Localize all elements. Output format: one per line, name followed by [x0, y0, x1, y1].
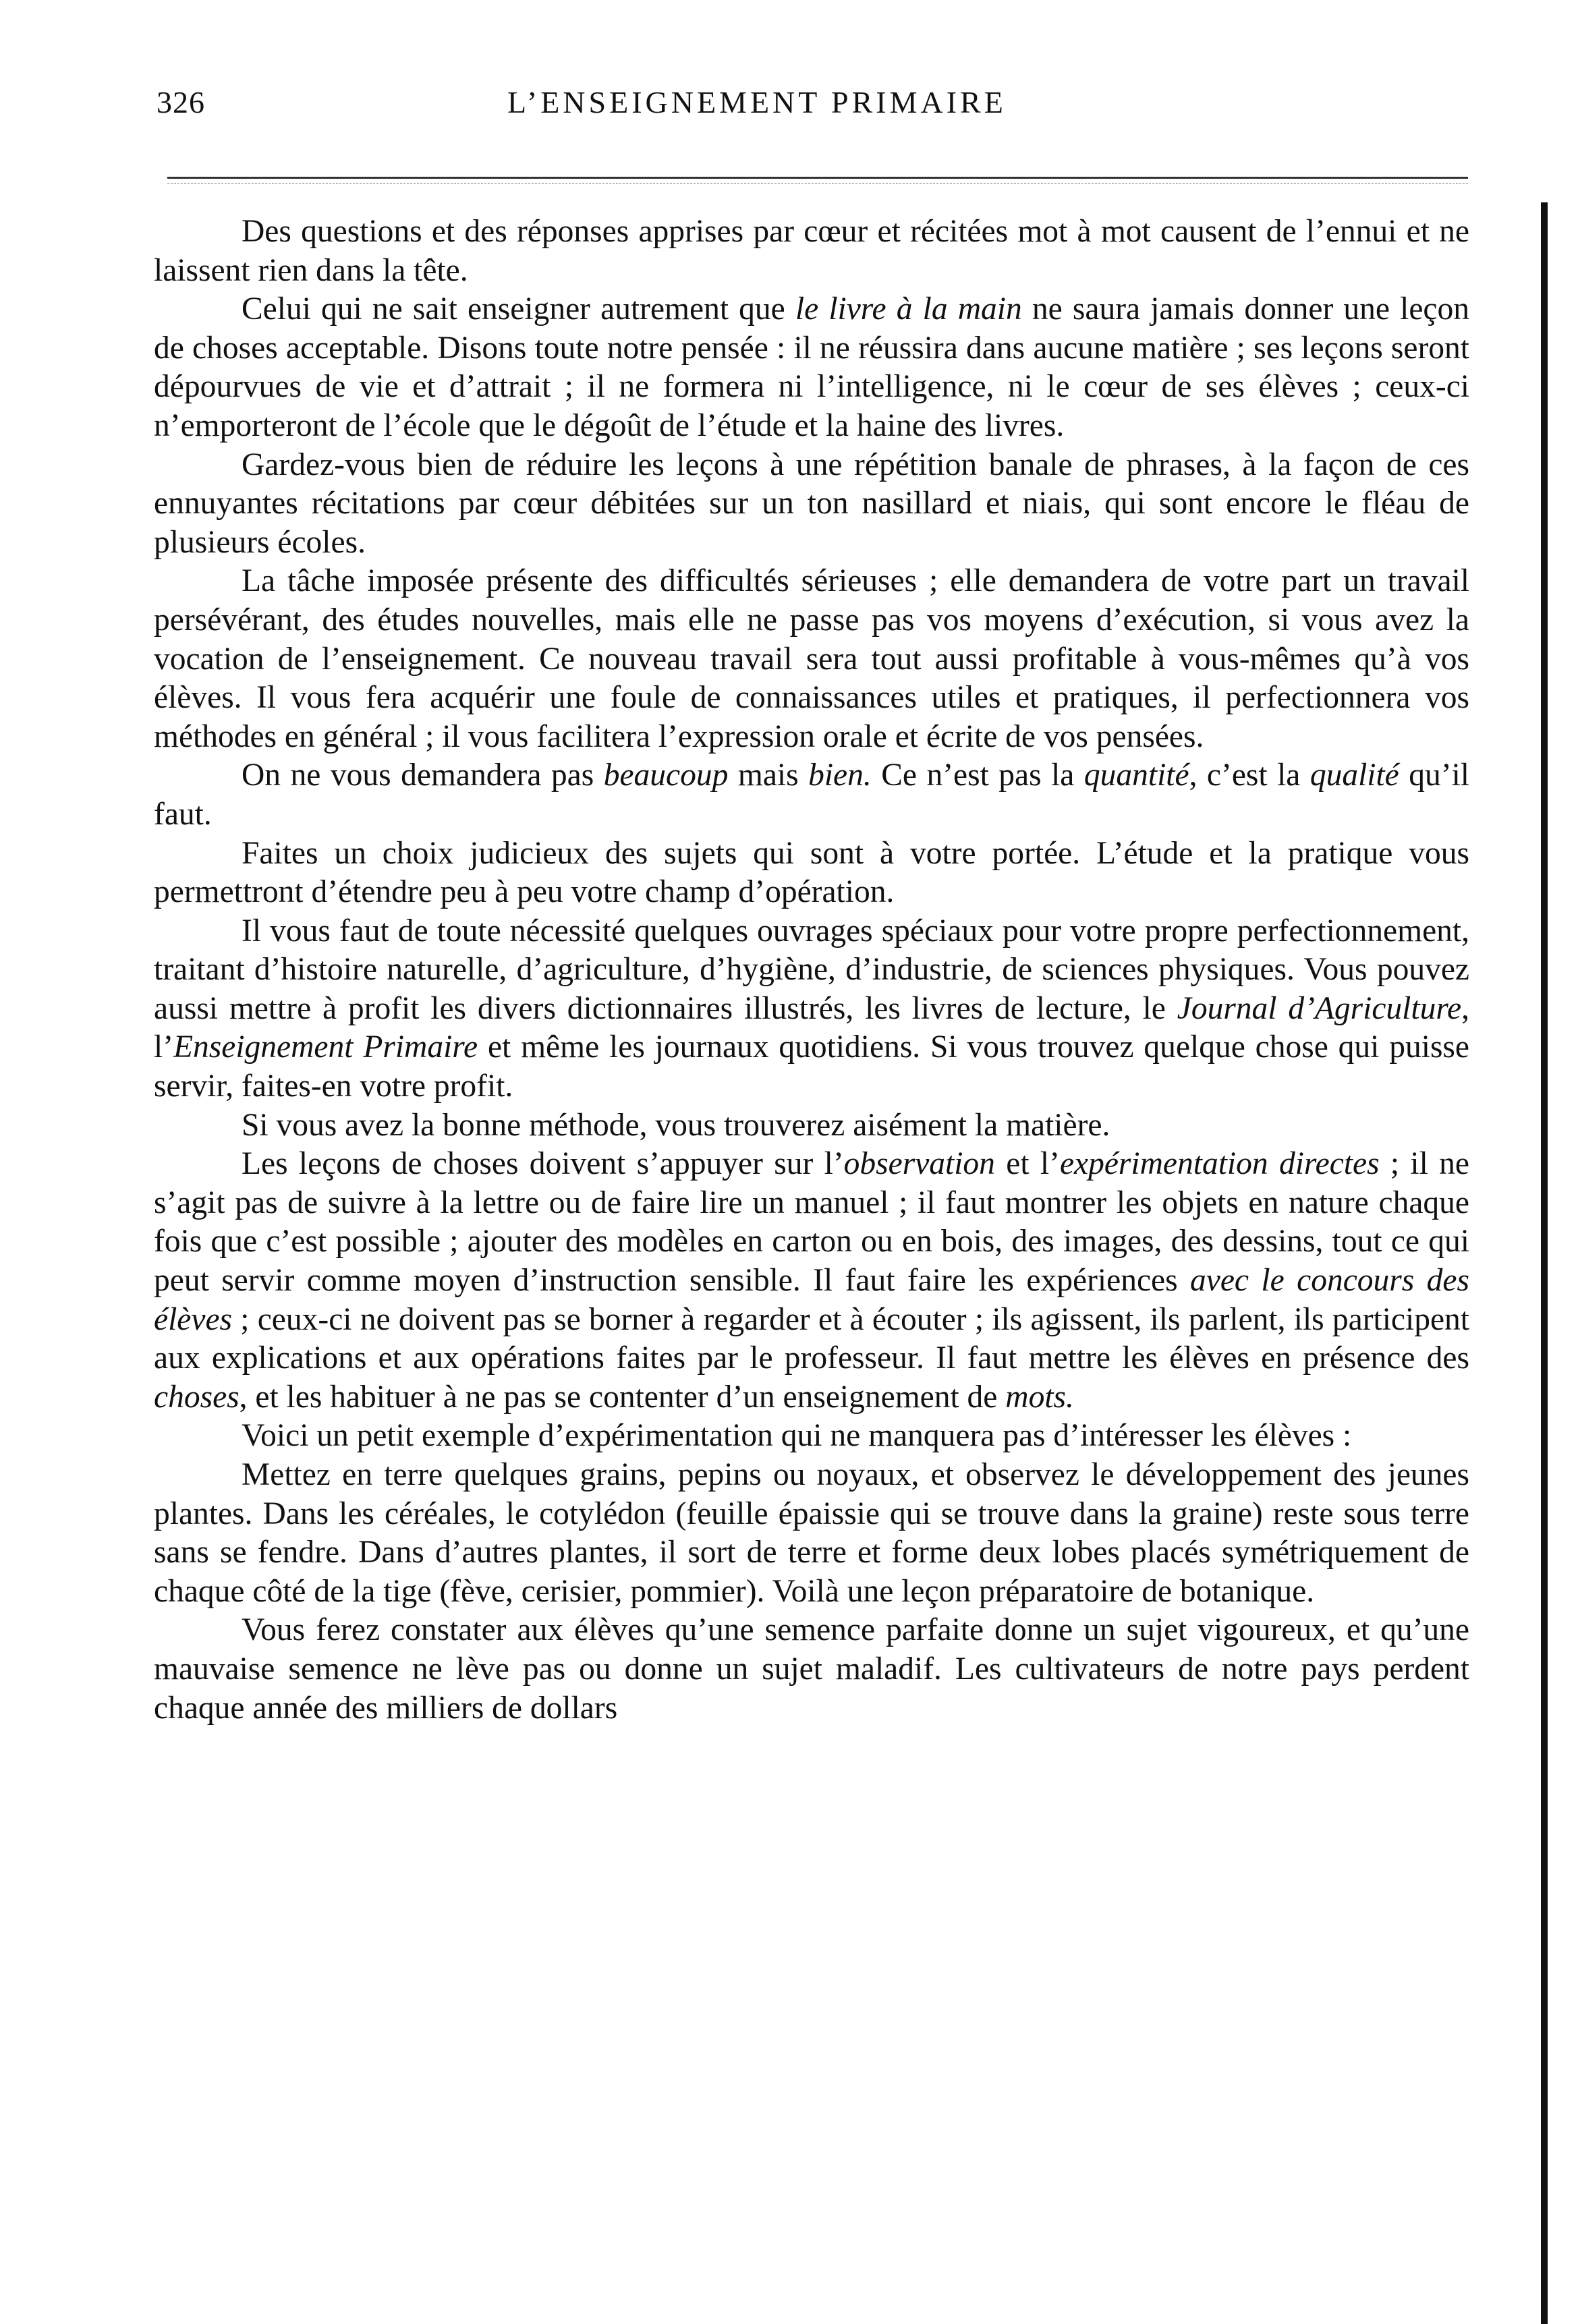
body-text	[154, 212, 1469, 1728]
text-run: Ce n’est pas la	[871, 758, 1084, 793]
running-title: L’ENSEIGNEMENT PRIMAIRE	[507, 85, 1007, 119]
text-run: et même les journaux quotidiens. Si vous trouvez quelque chose qui puisse servir, faites-en votre profit.	[154, 1029, 1469, 1104]
text-run: On ne vous demandera pas	[242, 758, 604, 793]
paragraph	[154, 1456, 1469, 1611]
text-run: mais	[728, 758, 809, 793]
text-run: Voici un petit exemple d’expérimentation qui ne manquera pas d’intéresser les élèves :	[242, 1418, 1352, 1454]
italic-text: Journal d’Agriculture	[1177, 990, 1462, 1026]
paragraph	[154, 1417, 1469, 1456]
text-run: Faites un choix judicieux des sujets qui sont à votre portée. L’étude et la pratique vous permettront d’étendre peu à peu votre champ d’opération.	[154, 835, 1469, 910]
italic-text: expérimentation directes	[1059, 1146, 1380, 1182]
paragraph	[154, 1145, 1469, 1417]
paragraph	[154, 446, 1469, 563]
text-run: , c’est la	[1189, 758, 1310, 793]
paragraph	[154, 562, 1469, 756]
italic-text: Enseignement Primaire	[173, 1029, 478, 1065]
text-run: Les leçons de choses doivent s’appuyer sur l’	[242, 1146, 844, 1182]
text-run: ; il ne s’agit pas de suivre à la lettre ou de faire lire un manuel ; il faut montrer les objets en nature chaque fois que c’est possible ; ajouter des modèles en carton ou en bois, des images, des dessins, tout ce qui peut servir comme moyen d’instruction sensible. Il faut faire les expériences	[154, 1146, 1470, 1299]
paragraph	[154, 756, 1469, 834]
page-edge-shadow	[1541, 202, 1548, 2324]
italic-text: choses	[154, 1379, 239, 1415]
header-rule	[167, 177, 1468, 179]
paragraph	[154, 290, 1469, 445]
header-rule-secondary	[167, 183, 1468, 184]
italic-text: le livre à la main	[795, 291, 1022, 327]
italic-text: avec le concours des élèves	[154, 1263, 1469, 1337]
italic-text: qualité	[1309, 758, 1399, 793]
italic-text: quantité	[1083, 758, 1189, 793]
text-run: Mettez en terre quelques grains, pepins ou noyaux, et observez le développement des jeunes plantes. Dans les céréales, le cotylédon (feuille épaissie qui se trouve dans la graine) reste sous terre sans se fendre. Dans d’autres plantes, il sort de terre et forme deux lobes placés symétriquement de chaque côté de la tige (fève, cerisier, pommier). Voilà une leçon préparatoire de botanique.	[154, 1457, 1469, 1609]
text-run: , l’	[154, 990, 1470, 1065]
text-run: La tâche imposée présente des difficultés sérieuses ; elle demandera de votre part un travail persévérant, des études nouvelles, mais elle ne passe pas vos moyens d’exécution, si vous avez la vocation de l’enseignement. Ce nouveau travail sera tout aussi profitable à vous-mêmes qu’à vos élèves. Il vous fera acquérir une foule de connaissances utiles et pratiques, il perfectionnera vos méthodes en général ; il vous facilitera l’expression orale et écrite de vos pensées.	[154, 563, 1469, 754]
text-run: , et les habituer à ne pas se contenter d’un enseignement de	[239, 1379, 1006, 1415]
italic-text: bien.	[808, 758, 872, 793]
paragraph	[154, 212, 1469, 290]
text-run: et l’	[994, 1146, 1060, 1182]
text-run: qu’il faut.	[154, 758, 1469, 832]
paragraph	[154, 1611, 1469, 1728]
paragraph	[154, 912, 1469, 1106]
italic-text: beaucoup	[603, 758, 729, 793]
italic-text: observation	[843, 1146, 995, 1182]
page-number: 326	[157, 85, 205, 119]
text-run: Des questions et des réponses apprises par cœur et récitées mot à mot causent de l’ennui et ne laissent rien dans la tête.	[154, 214, 1469, 288]
text-run: Gardez-vous bien de réduire les leçons à une répétition banale de phrases, à la façon de ces ennuyantes récitations par cœur débitées sur un ton nasillard et niais, qui sont encore le fléau de plusieurs écoles.	[154, 447, 1469, 560]
text-run: Vous ferez constater aux élèves qu’une semence parfaite donne un sujet vigoureux, et qu’une mauvaise semence ne lève pas ou donne un sujet maladif. Les cultivateurs de notre pays perdent chaque année des milliers de dollars	[154, 1612, 1469, 1726]
paragraph	[154, 1106, 1469, 1145]
text-run: Il vous faut de toute nécessité quelques ouvrages spéciaux pour votre propre perfectionnement, traitant d’histoire naturelle, d’agriculture, d’hygiène, d’industrie, de sciences physiques. Vous pouvez aussi mettre à profit les divers dictionnaires illustrés, les livres de lecture, le	[154, 913, 1469, 1026]
text-run: Si vous avez la bonne méthode, vous trouverez aisément la matière.	[242, 1107, 1110, 1143]
text-run: Celui qui ne sait enseigner autrement que	[242, 291, 795, 327]
page-header	[157, 84, 1465, 138]
text-run: ; ceux-ci ne doivent pas se borner à regarder et à écouter ; ils agissent, ils parlent, ils participent aux explications et aux opérations faites par le professeur. Il faut mettre les élèves en présence des	[154, 1301, 1469, 1376]
text-run: ne saura jamais donner une leçon de choses acceptable. Disons toute notre pensée : il ne réussira dans aucune matière ; ses leçons seront dépourvues de vie et d’attrait ; il ne formera ni l’intelligence, ni le cœur de ses élèves ; ceux-ci n’emporteront de l’école que le dégoût de l’étude et la haine des livres.	[154, 291, 1470, 443]
paragraph	[154, 834, 1469, 912]
italic-text: mots.	[1005, 1379, 1074, 1415]
